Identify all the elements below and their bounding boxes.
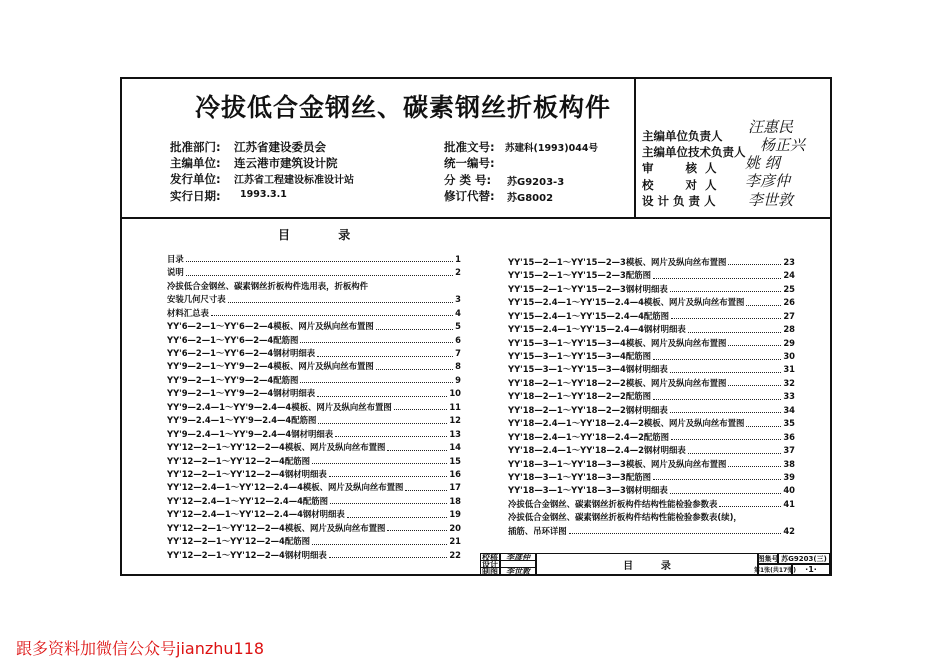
toc-entry-page: 32 xyxy=(783,377,795,388)
toc-entry-page: 15 xyxy=(449,455,461,466)
chief-unit-value: 连云港市建筑设计院 xyxy=(234,156,338,170)
effective-date-value: 1993.3.1 xyxy=(240,189,287,200)
toc-entry-page: 16 xyxy=(449,468,461,479)
toc-entry xyxy=(167,374,461,387)
toc-leader-dots xyxy=(728,385,781,386)
document-title: 冷拔低合金钢丝、碳素钢丝折板构件 xyxy=(195,93,612,122)
toc-entry-title: YY'9—2—1～YY'9—2—4模板、网片及纵向丝布置图 xyxy=(167,361,374,372)
toc-entry-title: YY'6—2—1～YY'6—2—4钢材明细表 xyxy=(167,348,316,359)
toc-leader-dots xyxy=(329,557,448,558)
toc-leader-dots xyxy=(376,369,453,370)
toc-entry xyxy=(508,484,795,497)
toc-leader-dots xyxy=(688,453,782,454)
supersedes-label: 修订代替: xyxy=(444,189,495,203)
tb-row3-label: 制图 xyxy=(482,566,498,576)
toc-leader-dots xyxy=(300,342,453,343)
reviewer-label: 审 核 人 xyxy=(642,161,717,175)
toc-leader-dots xyxy=(653,359,781,360)
toc-entry-title: YY'12—2—1～YY'12—2—4钢材明细表 xyxy=(167,549,327,560)
toc-leader-dots xyxy=(387,530,447,531)
toc-entry-page: 28 xyxy=(783,324,795,335)
toc-leader-dots xyxy=(300,382,453,383)
toc-entry-page: 24 xyxy=(783,270,795,281)
toc-entry-page: 6 xyxy=(455,334,461,345)
toc-entry-title: 材料汇总表 xyxy=(167,307,209,318)
toc-entry xyxy=(167,307,461,320)
chief-unit-label: 主编单位: xyxy=(170,156,221,170)
toc-entry-title: YY'12—2.4—1～YY'12—2.4—4模板、网片及纵向丝布置图 xyxy=(167,482,404,493)
effective-date-label: 实行日期: xyxy=(170,189,221,203)
toc-entry-title: YY'18—3—1～YY'18—3—3钢材明细表 xyxy=(508,485,668,496)
toc-entry-page: 2 xyxy=(455,267,461,278)
header-divider-vertical xyxy=(634,77,636,218)
approval-dept-value: 江苏省建设委员会 xyxy=(234,140,326,154)
tb-row2-label: 设计 xyxy=(482,559,498,569)
toc-leader-dots xyxy=(211,315,453,316)
unified-no-label: 统一编号: xyxy=(444,156,495,170)
toc-entry-page: 41 xyxy=(783,498,795,509)
toc-entry-title: YY'12—2—1～YY'12—2—4配筋图 xyxy=(167,455,311,466)
toc-leader-dots xyxy=(312,463,447,464)
toc-entry-title: YY'9—2.4—1～YY'9—2.4—4钢材明细表 xyxy=(167,428,334,439)
toc-entry-page: 21 xyxy=(449,536,461,547)
toc-entry-page: 11 xyxy=(449,401,461,412)
toc-entry xyxy=(508,269,795,282)
toc-entry-title: 说明 xyxy=(167,267,184,278)
tb-row1-label: 校核 xyxy=(482,552,498,562)
design-head-signature: 李世敦 xyxy=(748,191,794,209)
toc-entry-title: YY'6—2—1～YY'6—2—4模板、网片及纵向丝布置图 xyxy=(167,321,374,332)
toc-entry-title: YY'18—2—1～YY'18—2—2模板、网片及纵向丝布置图 xyxy=(508,377,727,388)
toc-entry-page: 18 xyxy=(449,495,461,506)
toc-leader-dots xyxy=(688,332,782,333)
toc-leader-dots xyxy=(347,517,448,518)
toc-entry-title: YY'15—2.4—1～YY'15—2.4—4配筋图 xyxy=(508,310,670,321)
toc-entry-page: 38 xyxy=(783,458,795,469)
toc-entry-page: 17 xyxy=(449,482,461,493)
toc-entry-title: YY'12—2—1～YY'12—2—4模板、网片及纵向丝布置图 xyxy=(167,522,386,533)
toc-entry-title: YY'12—2.4—1～YY'12—2.4—4钢材明细表 xyxy=(167,509,345,520)
toc-right-column xyxy=(508,256,795,538)
toc-leader-dots xyxy=(746,426,781,427)
toc-entry xyxy=(167,535,461,548)
toc-entry xyxy=(167,293,461,306)
toc-entry-title: 冷拔低合金钢丝、碳素钢丝折板构件结构性能检验参数表 xyxy=(508,498,718,509)
approval-no-value: 苏建科(1993)044号 xyxy=(505,143,598,154)
toc-entry xyxy=(508,283,795,296)
toc-entry xyxy=(167,495,461,508)
toc-entry-page: 10 xyxy=(449,388,461,399)
issuer-label: 发行单位: xyxy=(170,172,221,186)
toc-leader-dots xyxy=(671,439,781,440)
toc-entry xyxy=(167,414,461,427)
toc-entry xyxy=(167,361,461,374)
toc-leader-dots xyxy=(719,506,781,507)
toc-leader-dots xyxy=(186,261,453,262)
reviewer-signature: 姚 纲 xyxy=(745,154,780,172)
toc-entry-page: 25 xyxy=(783,283,795,294)
toc-entry xyxy=(508,444,795,457)
tb-sheet-label: 第1张(共17张) xyxy=(758,564,792,575)
toc-entry-title: YY'15—2—1～YY'15—2—3钢材明细表 xyxy=(508,283,668,294)
toc-entry-title: YY'15—3—1～YY'15—3—4模板、网片及纵向丝布置图 xyxy=(508,337,727,348)
toc-entry-title: 安装几何尺寸表 xyxy=(167,294,226,305)
toc-entry-page: 9 xyxy=(455,374,461,385)
toc-entry-title: YY'15—3—1～YY'15—3—4配筋图 xyxy=(508,351,652,362)
toc-entry-page: 4 xyxy=(455,307,461,318)
toc-entry-page: 5 xyxy=(455,321,461,332)
toc-entry xyxy=(508,404,795,417)
toc-entry-title: YY'18—2.4—1～YY'18—2.4—2模板、网片及纵向丝布置图 xyxy=(508,418,745,429)
title-block xyxy=(480,553,830,574)
toc-entry-page: 20 xyxy=(449,522,461,533)
tech-head-signature: 杨正兴 xyxy=(760,136,806,154)
toc-heading-char-1: 目 xyxy=(278,228,293,242)
toc-leader-dots xyxy=(186,275,453,276)
toc-leader-dots xyxy=(653,399,781,400)
tb-row1-signature: 李彦仲 xyxy=(500,553,536,561)
checker-signature: 李彦仲 xyxy=(745,172,791,190)
toc-entry xyxy=(167,549,461,562)
watermark-text: 跟多资料加微信公众号jianzhu118 xyxy=(16,639,265,658)
toc-leader-dots xyxy=(670,493,782,494)
toc-entry-title: YY'9—2—1～YY'9—2—4钢材明细表 xyxy=(167,388,316,399)
toc-entry xyxy=(167,253,461,266)
toc-entry-title: YY'12—2—1～YY'12—2—4配筋图 xyxy=(167,536,311,547)
toc-entry-title: YY'9—2.4—1～YY'9—2.4—4模板、网片及纵向丝布置图 xyxy=(167,401,392,412)
toc-entry-title: YY'12—2—1～YY'12—2—4模板、网片及纵向丝布置图 xyxy=(167,442,386,453)
toc-entry-page: 42 xyxy=(783,525,795,536)
class-no-label: 分 类 号: xyxy=(444,173,492,187)
tb-center-title: 目 录 xyxy=(536,553,758,575)
toc-leader-dots xyxy=(670,291,782,292)
toc-entry-title: YY'18—2.4—1～YY'18—2.4—2配筋图 xyxy=(508,431,670,442)
toc-entry xyxy=(508,350,795,363)
chief-unit-head-label: 主编单位负责人 xyxy=(642,129,723,143)
toc-leader-dots xyxy=(728,345,781,346)
toc-entry-title: YY'15—2—1～YY'15—2—3模板、网片及纵向丝布置图 xyxy=(508,256,727,267)
toc-heading-char-2: 录 xyxy=(338,228,353,242)
toc-leader-dots xyxy=(671,318,781,319)
toc-leader-dots xyxy=(329,476,448,477)
toc-entry-page: 3 xyxy=(455,294,461,305)
toc-entry-title: YY'15—2—1～YY'15—2—3配筋图 xyxy=(508,270,652,281)
toc-entry-page: 27 xyxy=(783,310,795,321)
toc-leader-dots xyxy=(335,436,447,437)
tech-head-label: 主编单位技术负责人 xyxy=(642,145,746,159)
toc-entry xyxy=(508,498,795,511)
approval-no-label: 批准文号: xyxy=(444,140,495,154)
toc-leader-dots xyxy=(376,329,453,330)
toc-entry-page: 1 xyxy=(455,253,461,264)
toc-entry-page: 29 xyxy=(783,337,795,348)
approval-dept-label: 批准部门: xyxy=(170,140,221,154)
toc-entry-title: YY'15—2.4—1～YY'15—2.4—4模板、网片及纵向丝布置图 xyxy=(508,297,745,308)
toc-entry-page: 19 xyxy=(449,509,461,520)
toc-entry-title: YY'9—2—1～YY'9—2—4配筋图 xyxy=(167,374,299,385)
toc-entry-page: 31 xyxy=(783,364,795,375)
toc-entry-page: 13 xyxy=(449,428,461,439)
toc-entry xyxy=(167,401,461,414)
toc-entry-title: YY'12—2—1～YY'12—2—4钢材明细表 xyxy=(167,468,327,479)
toc-entry xyxy=(508,471,795,484)
toc-entry-title: YY'9—2.4—1～YY'9—2.4—4配筋图 xyxy=(167,415,317,426)
toc-entry xyxy=(167,334,461,347)
toc-entry-page: 14 xyxy=(449,442,461,453)
toc-entry xyxy=(167,266,461,279)
toc-entry-page: 36 xyxy=(783,431,795,442)
chief-unit-head-signature: 汪惠民 xyxy=(748,118,794,136)
toc-entry-title: YY'18—2.4—1～YY'18—2.4—2钢材明细表 xyxy=(508,445,686,456)
toc-leader-dots xyxy=(330,503,447,504)
toc-entry xyxy=(508,458,795,471)
toc-entry-page: 7 xyxy=(455,348,461,359)
toc-entry-page: 8 xyxy=(455,361,461,372)
toc-entry-title: YY'6—2—1～YY'6—2—4配筋图 xyxy=(167,334,299,345)
toc-leader-dots xyxy=(569,533,782,534)
toc-entry xyxy=(167,320,461,333)
toc-leader-dots xyxy=(653,278,781,279)
toc-entry xyxy=(508,377,795,390)
toc-entry-page: 23 xyxy=(783,256,795,267)
toc-entry xyxy=(508,525,795,538)
toc-entry-page: 37 xyxy=(783,445,795,456)
toc-entry-title: 插筋、吊环详图 xyxy=(508,525,567,536)
toc-leader-dots xyxy=(653,479,781,480)
toc-entry xyxy=(167,522,461,535)
toc-leader-dots xyxy=(317,356,453,357)
tb-atlas-value: 苏G9203(三) xyxy=(778,553,830,564)
toc-entry xyxy=(167,280,461,293)
toc-entry-page: 33 xyxy=(783,391,795,402)
toc-leader-dots xyxy=(394,409,448,410)
toc-leader-dots xyxy=(670,372,782,373)
supersedes-value: 苏G8002 xyxy=(507,193,554,204)
design-head-label: 设 计 负 责 人 xyxy=(642,194,716,208)
toc-entry-page: 12 xyxy=(449,415,461,426)
toc-entry xyxy=(508,390,795,403)
toc-left-column xyxy=(167,253,461,562)
toc-entry xyxy=(167,387,461,400)
toc-entry-page: 22 xyxy=(449,549,461,560)
toc-entry xyxy=(167,441,461,454)
toc-entry-page: 35 xyxy=(783,418,795,429)
toc-entry xyxy=(167,428,461,441)
toc-entry-title: YY'18—3—1～YY'18—3—3配筋图 xyxy=(508,471,652,482)
toc-entry xyxy=(167,347,461,360)
toc-leader-dots xyxy=(728,466,781,467)
toc-entry xyxy=(508,431,795,444)
toc-entry-page: 40 xyxy=(783,485,795,496)
toc-entry xyxy=(508,296,795,309)
toc-entry xyxy=(508,256,795,269)
toc-leader-dots xyxy=(670,412,782,413)
toc-entry xyxy=(508,323,795,336)
toc-entry-title: YY'15—2.4—1～YY'15—2.4—4钢材明细表 xyxy=(508,324,686,335)
class-no-value: 苏G9203-3 xyxy=(507,177,565,188)
toc-leader-dots xyxy=(312,544,447,545)
toc-entry-page: 30 xyxy=(783,351,795,362)
toc-entry-page: 26 xyxy=(783,297,795,308)
toc-entry xyxy=(167,468,461,481)
toc-leader-dots xyxy=(728,264,781,265)
tb-page-value: ·1· xyxy=(792,564,830,575)
toc-leader-dots xyxy=(746,305,781,306)
toc-entry-title: 冷拔低合金钢丝、碳素钢丝折板构件结构性能检验参数表(续)， xyxy=(508,512,742,523)
toc-leader-dots xyxy=(317,396,447,397)
toc-entry-page: 34 xyxy=(783,404,795,415)
toc-leader-dots xyxy=(228,302,454,303)
toc-entry-title: YY'18—2—1～YY'18—2—2配筋图 xyxy=(508,391,652,402)
toc-entry xyxy=(167,508,461,521)
toc-entry xyxy=(508,310,795,323)
header-divider-horizontal xyxy=(120,217,832,219)
toc-entry xyxy=(167,455,461,468)
toc-entry xyxy=(508,364,795,377)
toc-leader-dots xyxy=(318,423,447,424)
toc-entry-title: YY'15—3—1～YY'15—3—4钢材明细表 xyxy=(508,364,668,375)
toc-entry xyxy=(508,337,795,350)
toc-entry xyxy=(508,417,795,430)
toc-entry-title: 冷拔低合金钢丝、碳素钢丝折板构件选用表，折板构件 xyxy=(167,280,368,291)
issuer-value: 江苏省工程建设标准设计站 xyxy=(234,175,354,186)
toc-leader-dots xyxy=(405,490,447,491)
toc-entry-title: YY'18—2—1～YY'18—2—2钢材明细表 xyxy=(508,404,668,415)
tb-row3-signature: 李世敦 xyxy=(500,567,536,575)
toc-entry-title: YY'12—2.4—1～YY'12—2.4—4配筋图 xyxy=(167,495,329,506)
toc-heading xyxy=(278,226,352,243)
tb-atlas-label: 图集号 xyxy=(757,554,779,563)
toc-entry-title: YY'18—3—1～YY'18—3—3模板、网片及纵向丝布置图 xyxy=(508,458,727,469)
toc-entry xyxy=(508,511,795,524)
toc-entry-page: 39 xyxy=(783,471,795,482)
toc-entry-title: 目录 xyxy=(167,253,184,264)
checker-label: 校 对 人 xyxy=(642,178,717,192)
toc-entry xyxy=(167,481,461,494)
toc-leader-dots xyxy=(387,450,447,451)
